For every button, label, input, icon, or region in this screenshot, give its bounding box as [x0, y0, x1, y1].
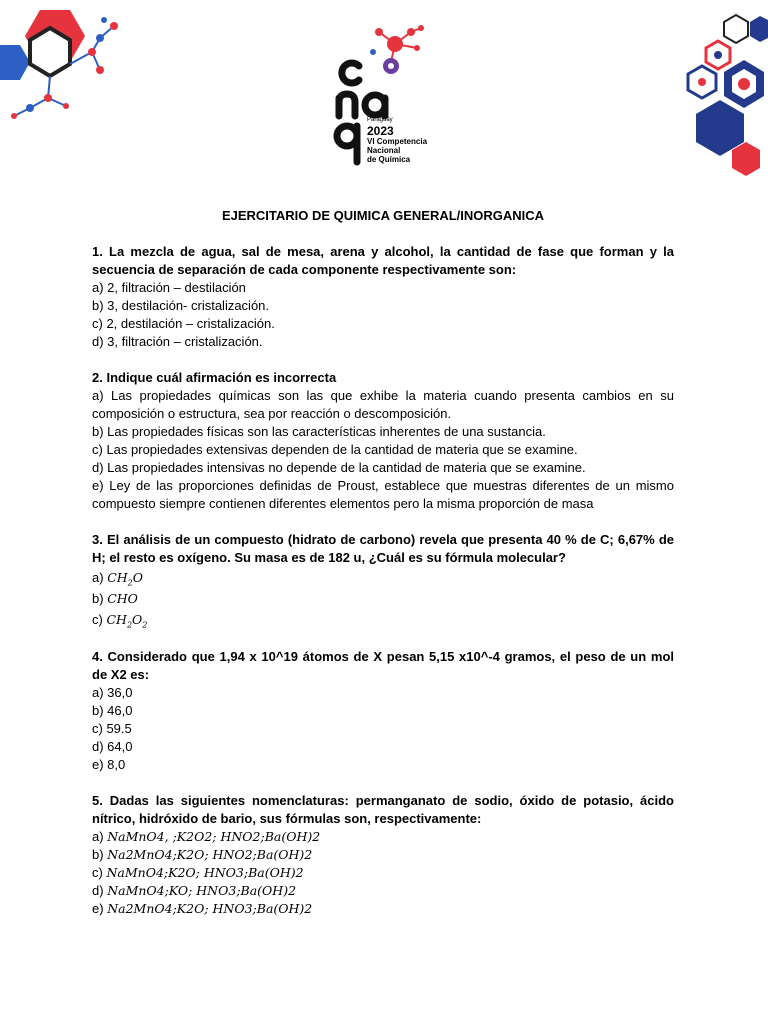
question-1: [92, 243, 674, 351]
option-label: d): [92, 883, 104, 898]
option-c: [92, 864, 674, 882]
question-stem: 1. La mezcla de agua, sal de mesa, arena y alcohol, la cantidad de fase que forman y la secuencia de separación de cada componente respectivamente son:: [92, 244, 674, 277]
logo-chemistry: de Química: [367, 155, 411, 164]
option-label: b): [92, 847, 104, 862]
option-b: b) 46,0: [92, 703, 133, 718]
option-e: [92, 900, 674, 918]
formula: $CH_2O_2$: [106, 612, 148, 630]
option-b: [92, 588, 674, 609]
hexagon-pattern-decoration-right: [680, 10, 768, 185]
option-e: e) 8,0: [92, 757, 126, 772]
logo-year: 2023: [367, 124, 394, 138]
formula: NaMnO4, ;K2O2; HNO2;Ba(OH)2: [107, 829, 321, 844]
question-stem: 3. El análisis de un compuesto (hidrato de carbono) revela que presenta 40 % de C; 6,67% de H; el resto es oxígeno. Su masa es de 182 u, ¿Cuál es su fórmula molecular?: [92, 532, 674, 565]
option-d: d) Las propiedades intensivas no depende de la cantidad de materia que se examine.: [92, 460, 586, 475]
option-a: a) Las propiedades químicas son las que exhibe la materia cuando presenta cambios en su composición o estructura, sea por reacción o descomposición.: [92, 388, 674, 421]
question-3: [92, 531, 674, 630]
option-label: a): [92, 829, 104, 844]
option-b: b) Las propiedades físicas son las características inherentes de una sustancia.: [92, 424, 546, 439]
formula: CHO: [107, 591, 138, 606]
option-c: c) 59.5: [92, 721, 132, 736]
option-label: e): [92, 901, 104, 916]
option-label: c): [92, 612, 103, 627]
option-a: [92, 567, 674, 588]
logo-competition: VI Competencia: [367, 137, 428, 146]
question-2: [92, 369, 674, 513]
option-label: c): [92, 865, 103, 880]
formula: NaMnO4;KO; HNO3;Ba(OH)2: [107, 883, 297, 898]
logo-country: Paraguay: [367, 117, 393, 123]
page-title: EJERCITARIO DE QUIMICA GENERAL/INORGANICA: [221, 208, 545, 223]
conaq-logo: [325, 22, 445, 172]
document-body: [92, 207, 674, 936]
option-a: [92, 828, 674, 846]
question-stem: 2. Indique cuál afirmación es incorrecta: [92, 370, 337, 385]
option-label: a): [92, 570, 104, 585]
option-e: e) Ley de las proporciones definidas de Proust, establece que muestras diferentes de un mismo compuesto siempre contienen diferentes elementos pero la misma proporción de masa: [92, 478, 674, 511]
option-c: c) Las propiedades extensivas dependen de la cantidad de materia que se examine.: [92, 442, 578, 457]
option-d: [92, 882, 674, 900]
logo-national: Nacional: [367, 146, 401, 155]
molecule-decoration-left: [0, 0, 130, 130]
option-label: b): [92, 591, 104, 606]
option-b: b) 3, destilación- cristalización.: [92, 298, 270, 313]
formula: NaMnO4;K2O; HNO3;Ba(OH)2: [106, 865, 304, 880]
formula: Na2MnO4;K2O; HNO3;Ba(OH)2: [107, 901, 313, 916]
question-stem: 5. Dadas las siguientes nomenclaturas: permanganato de sodio, óxido de potasio, ácido nítrico, hidróxido de bario, sus fórmulas son, respectivamente:: [92, 793, 674, 826]
option-c: [92, 609, 674, 630]
option-a: a) 36,0: [92, 685, 133, 700]
option-d: d) 64,0: [92, 739, 133, 754]
option-a: a) 2, filtración – destilación: [92, 280, 246, 295]
option-b: [92, 846, 674, 864]
formula: $CH_2O$: [107, 570, 143, 588]
question-4: [92, 648, 674, 774]
question-stem: 4. Considerado que 1,94 x 10^19 átomos de X pesan 5,15 x10^-4 gramos, el peso de un mol de X2 es:: [92, 649, 674, 682]
option-d: d) 3, filtración – cristalización.: [92, 334, 263, 349]
formula: Na2MnO4;K2O; HNO2;Ba(OH)2: [107, 847, 313, 862]
option-c: c) 2, destilación – cristalización.: [92, 316, 275, 331]
question-5: [92, 792, 674, 918]
